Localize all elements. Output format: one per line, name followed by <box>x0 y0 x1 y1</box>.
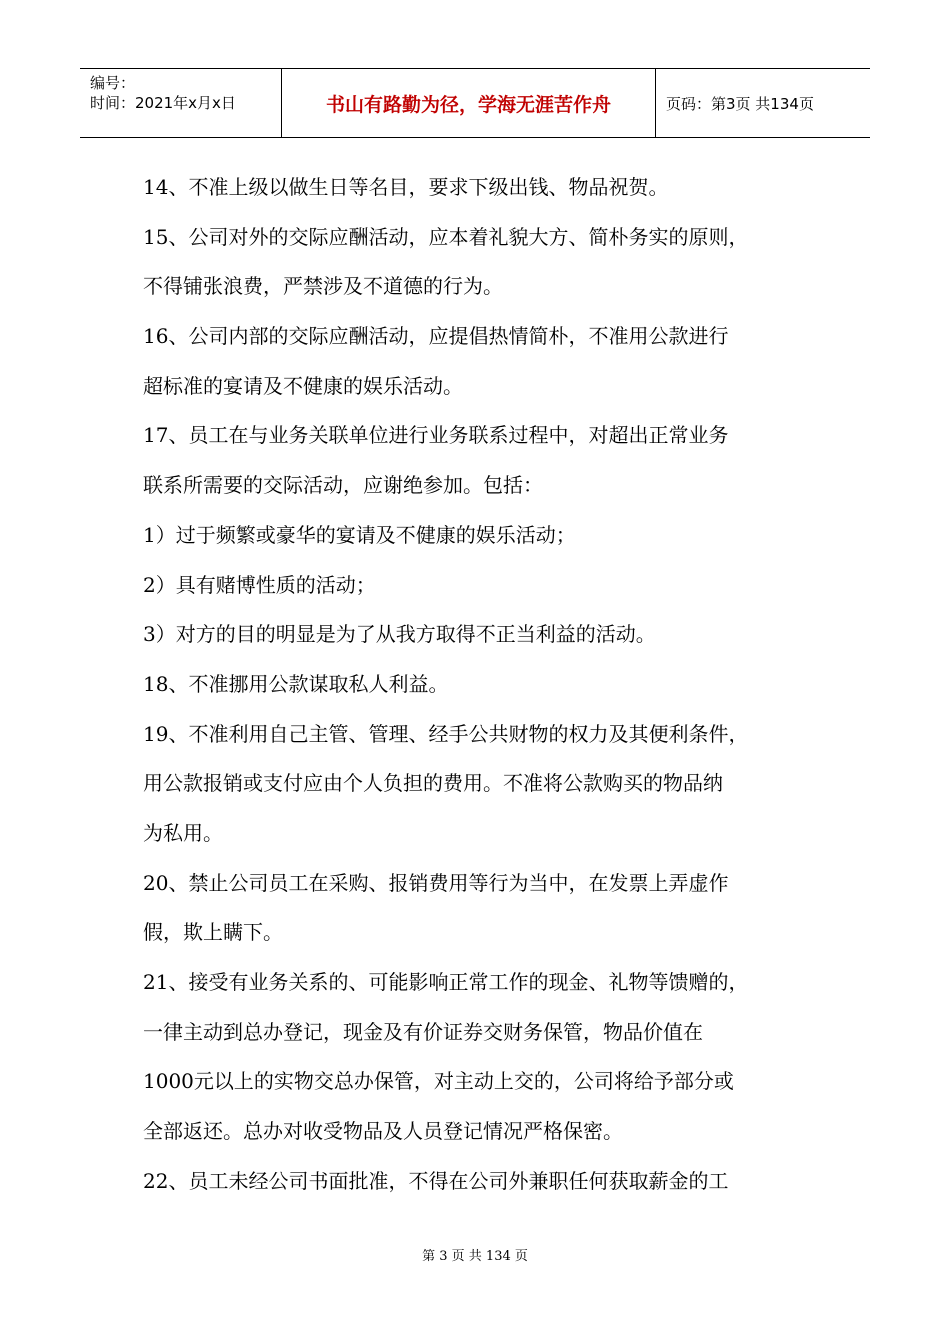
body-line: 21、接受有业务关系的、可能影响正常工作的现金、礼物等馈赠的， <box>143 970 749 994</box>
document-body <box>143 163 813 1206</box>
body-line: 全部返还。总办对收受物品及人员登记情况严格保密。 <box>143 1119 623 1144</box>
page-header <box>80 68 870 138</box>
page-footer: 第 3 页 共 134 页 <box>422 1249 528 1264</box>
body-line: 22、员工未经公司书面批准，不得在公司外兼职任何获取薪金的工 <box>143 1168 729 1193</box>
body-line: 14、不准上级以做生日等名目，要求下级出钱、物品祝贺。 <box>143 175 669 199</box>
body-line: 16、公司内部的交际应酬活动，应提倡热情简朴，不准用公款进行 <box>143 324 729 349</box>
body-line: 17、员工在与业务关联单位进行业务联系过程中，对超出正常业务 <box>143 423 729 448</box>
body-line: 1000元以上的实物交总办保管，对主动上交的，公司将给予部分或 <box>143 1069 734 1094</box>
number-label: 编号： <box>90 74 136 92</box>
body-line: 不得铺张浪费，严禁涉及不道德的行为。 <box>143 274 503 299</box>
body-line: 19、不准利用自己主管、管理、经手公共财物的权力及其便利条件， <box>143 721 749 746</box>
body-line: 20、禁止公司员工在采购、报销费用等行为当中，在发票上弄虚作 <box>143 870 729 895</box>
body-line: 2）具有赌博性质的活动； <box>143 572 376 597</box>
body-line: 联系所需要的交际活动，应谢绝参加。包括： <box>143 473 543 498</box>
header-motto: 书山有路勤为径，学海无涯苦作舟 <box>282 69 656 137</box>
header-meta <box>80 69 282 137</box>
body-line: 18、不准挪用公款谋取私人利益。 <box>143 671 449 696</box>
body-line: 15、公司对外的交际应酬活动，应本着礼貌大方、简朴务实的原则， <box>143 224 749 249</box>
body-line: 为私用。 <box>143 820 223 845</box>
header-page-number: 页码：第3页 共134页 <box>666 94 814 113</box>
body-line: 一律主动到总办登记，现金及有价证券交财务保管，物品价值在 <box>143 1019 703 1044</box>
body-line: 用公款报销或支付应由个人负担的费用。不准将公款购买的物品纳 <box>143 771 723 796</box>
body-line: 假，欺上瞒下。 <box>143 920 283 945</box>
body-line: 1）过于频繁或豪华的宴请及不健康的娱乐活动； <box>143 522 576 547</box>
body-line: 3）对方的目的明显是为了从我方取得不正当利益的活动。 <box>143 622 656 647</box>
time-label: 时间：2021年x月x日 <box>90 94 236 112</box>
body-line: 超标准的宴请及不健康的娱乐活动。 <box>143 373 463 398</box>
